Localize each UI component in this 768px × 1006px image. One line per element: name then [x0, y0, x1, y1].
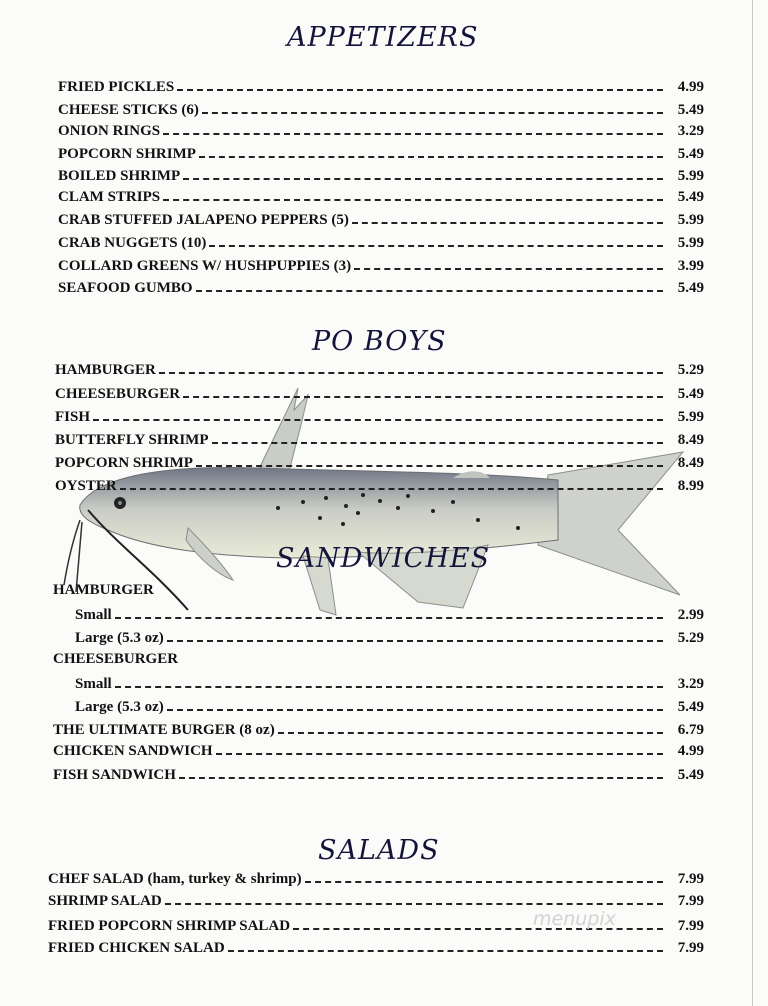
- menu-group-hamburger: [53, 580, 154, 600]
- menu-item: [55, 384, 704, 404]
- item-price: 3.99: [677, 257, 704, 274]
- dotted-leader: [115, 617, 663, 619]
- dotted-leader: [115, 686, 663, 688]
- item-price: 8.49: [677, 454, 704, 471]
- item-price: 4.99: [677, 78, 704, 95]
- menu-item: [58, 121, 704, 141]
- menu-item: [58, 144, 704, 164]
- dotted-leader: [199, 156, 663, 158]
- item-name: CHEF SALAD (ham, turkey & shrimp): [48, 870, 302, 887]
- item-price: 3.29: [677, 122, 704, 139]
- menu-item-chicken-sandwich: [53, 741, 704, 761]
- menu-item: [58, 278, 704, 298]
- menu-item: [48, 938, 704, 958]
- item-name: CHEESEBURGER: [53, 650, 179, 667]
- item-name: FRIED CHICKEN SALAD: [48, 939, 225, 956]
- menu-item: [58, 100, 704, 120]
- item-name: CRAB STUFFED JALAPENO PEPPERS (5): [58, 211, 349, 228]
- item-name: FISH SANDWICH: [53, 766, 176, 783]
- item-name: CHICKEN SANDWICH: [53, 742, 213, 759]
- menu-item: [55, 360, 704, 380]
- item-name: CLAM STRIPS: [58, 188, 161, 205]
- item-name: CHEESE STICKS (6): [58, 101, 199, 118]
- menu-item: [58, 210, 704, 230]
- item-price: 5.49: [677, 385, 704, 402]
- item-price: 5.99: [677, 211, 704, 228]
- menu-item-cheeseburger-small: [75, 674, 704, 694]
- menu-item: [58, 166, 704, 186]
- item-price: 4.99: [677, 742, 704, 759]
- dotted-leader: [183, 396, 663, 398]
- item-price: 5.99: [677, 408, 704, 425]
- item-name: SEAFOOD GUMBO: [58, 279, 193, 296]
- dotted-leader: [177, 89, 663, 91]
- item-price: 5.99: [677, 167, 704, 184]
- item-price: 5.49: [677, 188, 704, 205]
- menu-item: [55, 453, 704, 473]
- item-name: HAMBURGER: [55, 361, 156, 378]
- item-price: 5.49: [677, 766, 704, 783]
- item-name: CHEESEBURGER: [55, 385, 181, 402]
- menu-item: [58, 77, 704, 97]
- item-price: 5.49: [677, 279, 704, 296]
- item-price: 2.99: [677, 606, 704, 623]
- menu-item: [58, 233, 704, 253]
- po-boys-title: PO BOYS: [312, 326, 447, 357]
- menu-item: [48, 869, 704, 889]
- item-name: Large (5.3 oz): [75, 629, 164, 646]
- item-price: 3.29: [677, 675, 704, 692]
- dotted-leader: [202, 112, 663, 114]
- dotted-leader: [167, 709, 663, 711]
- dotted-leader: [212, 442, 663, 444]
- item-name: FRIED PICKLES: [58, 78, 175, 95]
- item-price: 8.99: [677, 477, 704, 494]
- item-name: Small: [75, 675, 112, 692]
- menu-item: [55, 430, 704, 450]
- dotted-leader: [354, 268, 663, 270]
- salads-title: SALADS: [318, 835, 440, 866]
- dotted-leader: [159, 372, 663, 374]
- item-name: HAMBURGER: [53, 581, 154, 598]
- dotted-leader: [352, 222, 663, 224]
- menu-group-cheeseburger: [53, 649, 178, 669]
- item-name: SHRIMP SALAD: [48, 892, 162, 909]
- item-name: FRIED POPCORN SHRIMP SALAD: [48, 917, 291, 934]
- item-price: 5.49: [677, 698, 704, 715]
- item-price: 8.49: [677, 431, 704, 448]
- dotted-leader: [216, 753, 663, 755]
- dotted-leader: [93, 419, 663, 421]
- item-price: 6.79: [677, 721, 704, 738]
- dotted-leader: [167, 640, 663, 642]
- dotted-leader: [228, 950, 663, 952]
- appetizers-title: APPETIZERS: [287, 22, 479, 53]
- item-price: 5.99: [677, 234, 704, 251]
- dotted-leader: [165, 903, 663, 905]
- dotted-leader: [163, 133, 663, 135]
- menu-item-ultimate-burger: [53, 720, 704, 740]
- item-name: POPCORN SHRIMP: [58, 145, 196, 162]
- dotted-leader: [196, 465, 663, 467]
- menu-item-hamburger-small: [75, 605, 704, 625]
- menu-item-cheeseburger-large: [75, 697, 704, 717]
- menu-item-hamburger-large: [75, 628, 704, 648]
- sandwiches-title: SANDWICHES: [276, 543, 491, 574]
- item-price: 7.99: [677, 917, 704, 934]
- menu-item: [58, 187, 704, 207]
- item-name: BUTTERFLY SHRIMP: [55, 431, 209, 448]
- menu-item: [55, 407, 704, 427]
- item-name: ONION RINGS: [58, 122, 161, 139]
- item-name: FISH: [55, 408, 91, 425]
- page-edge: [752, 0, 753, 1006]
- item-price: 7.99: [677, 939, 704, 956]
- dotted-leader: [179, 777, 663, 779]
- dotted-leader: [196, 290, 663, 292]
- item-name: BOILED SHRIMP: [58, 167, 181, 184]
- dotted-leader: [183, 178, 663, 180]
- item-name: Small: [75, 606, 112, 623]
- item-name: Large (5.3 oz): [75, 698, 164, 715]
- item-price: 5.49: [677, 101, 704, 118]
- item-price: 7.99: [677, 870, 704, 887]
- watermark: menupix: [533, 908, 616, 930]
- item-name: OYSTER: [55, 477, 117, 494]
- item-name: THE ULTIMATE BURGER (8 oz): [53, 721, 275, 738]
- menu-item-fish-sandwich: [53, 765, 704, 785]
- menu-item: [55, 476, 704, 496]
- item-price: 5.29: [677, 361, 704, 378]
- dotted-leader: [209, 245, 663, 247]
- dotted-leader: [163, 199, 663, 201]
- dotted-leader: [278, 732, 663, 734]
- item-price: 5.29: [677, 629, 704, 646]
- dotted-leader: [120, 488, 663, 490]
- item-name: POPCORN SHRIMP: [55, 454, 193, 471]
- dotted-leader: [305, 881, 663, 883]
- item-price: 5.49: [677, 145, 704, 162]
- item-name: COLLARD GREENS W/ HUSHPUPPIES (3): [58, 257, 352, 274]
- menu-item: [58, 256, 704, 276]
- item-name: CRAB NUGGETS (10): [58, 234, 207, 251]
- item-price: 7.99: [677, 892, 704, 909]
